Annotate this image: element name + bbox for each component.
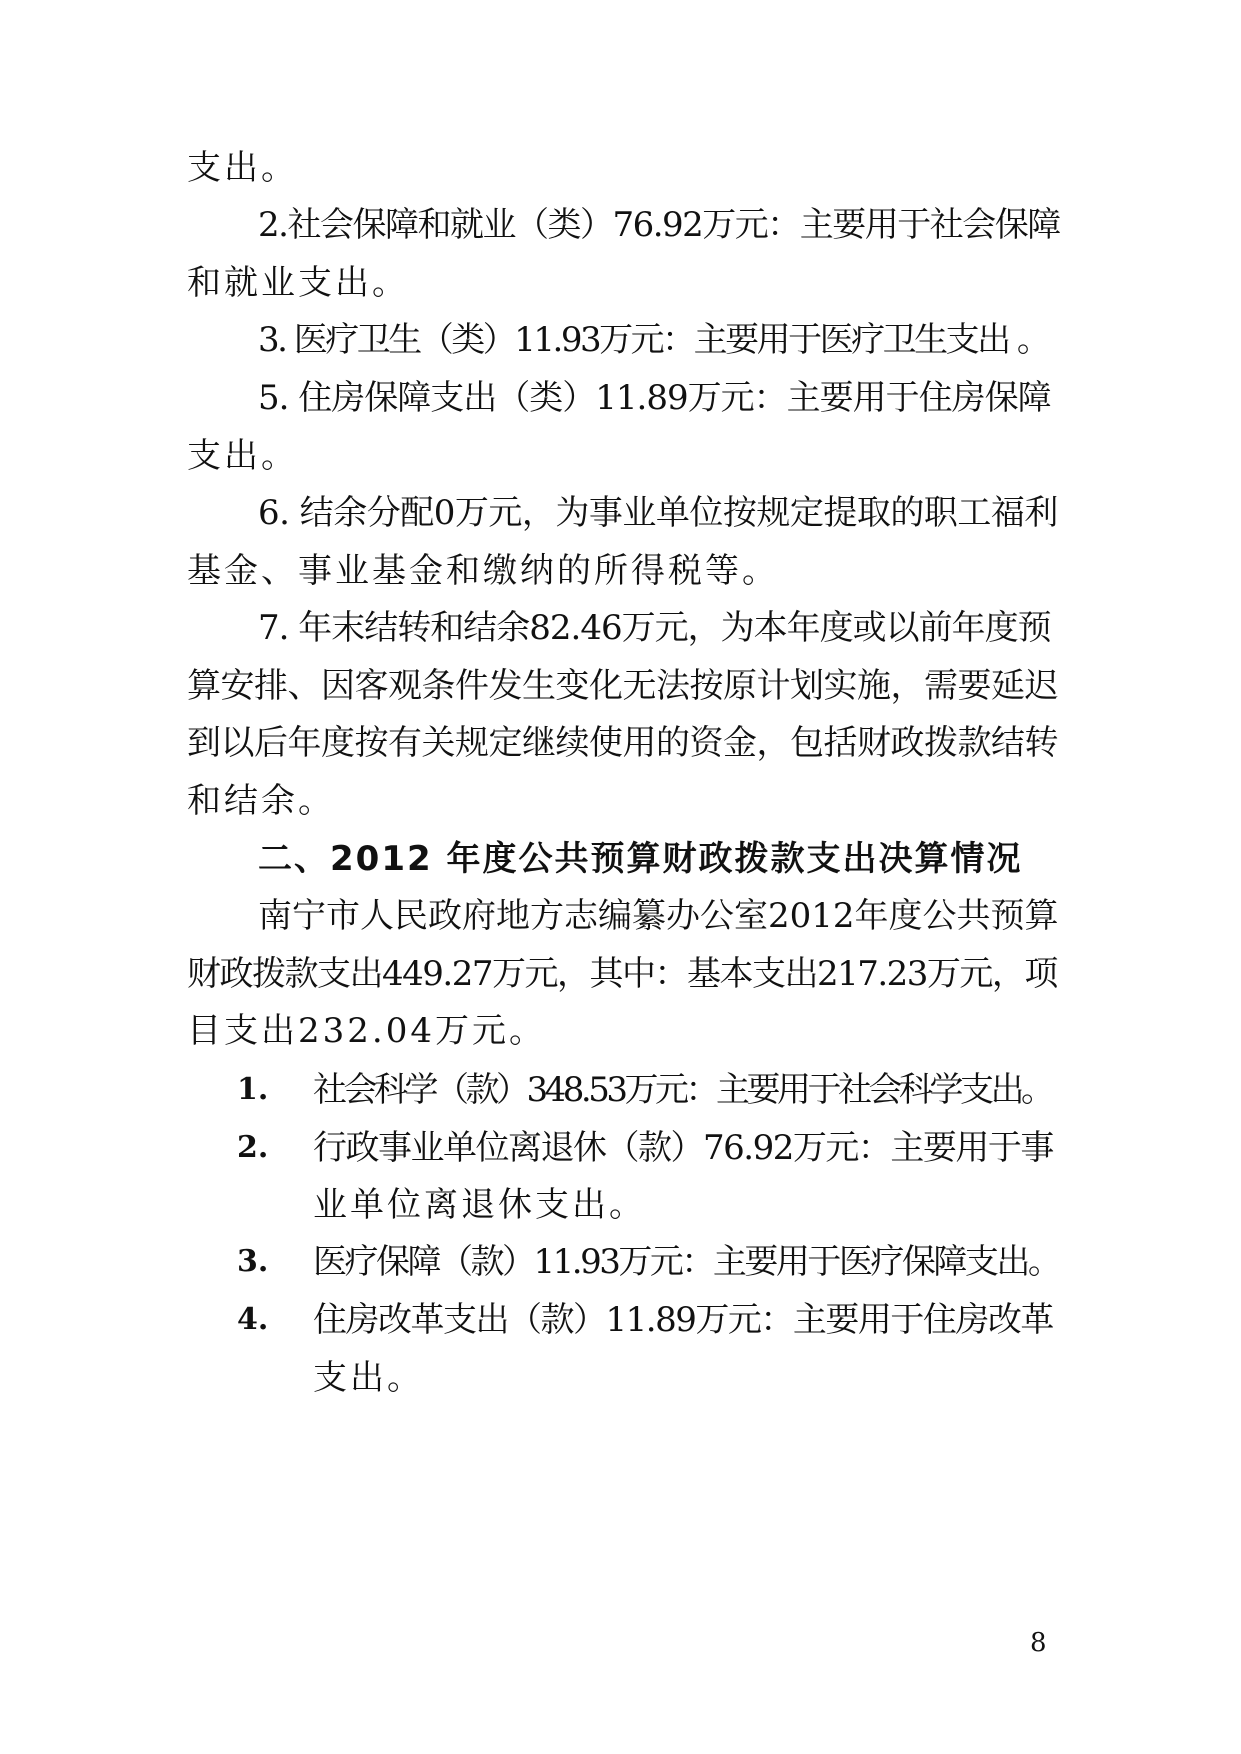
list-item-number: 1. <box>237 1072 269 1107</box>
list-item-text: 医疗保障（款）11.93万元：主要用于医疗保障支出。 <box>313 1242 1060 1282</box>
text-line: 到以后年度按有关规定继续使用的资金，包括财政拨款结转 <box>187 723 1058 763</box>
intro-line: 南宁市人民政府地方志编纂办公室2012年度公共预算 <box>258 896 1059 936</box>
list-item-number: 4. <box>237 1302 269 1337</box>
list-item-number: 2. <box>237 1130 269 1165</box>
list-item-text: 住房改革支出（款）11.89万元：主要用于住房改革 <box>313 1300 1053 1340</box>
text-line: 7. 年末结转和结余82.46万元，为本年度或以前年度预 <box>258 608 1051 648</box>
text-line: 支出。 <box>187 436 298 476</box>
text-line: 和就业支出。 <box>187 263 409 303</box>
text-line: 3. 医疗卫生（类）11.93万元：主要用于医疗卫生支出 。 <box>258 320 1049 360</box>
intro-line: 财政拨款支出449.27万元，其中：基本支出217.23万元，项 <box>187 954 1057 994</box>
list-item-number: 3. <box>237 1244 269 1279</box>
list-item-text: 业单位离退休支出。 <box>313 1185 646 1225</box>
intro-line: 目支出232.04万元。 <box>187 1011 546 1051</box>
text-line: 6. 结余分配0万元，为事业单位按规定提取的职工福利 <box>258 493 1058 533</box>
text-line: 2.社会保障和就业（类）76.92万元：主要用于社会保障 <box>258 205 1060 245</box>
list-item-text: 社会科学（款）348.53万元：主要用于社会科学支出。 <box>313 1070 1052 1110</box>
text-line: 算安排、因客观条件发生变化无法按原计划实施，需要延迟 <box>187 666 1058 706</box>
list-item-text: 支出。 <box>313 1358 424 1398</box>
text-line: 5. 住房保障支出（类）11.89万元：主要用于住房保障 <box>258 378 1051 418</box>
list-item-text: 行政事业单位离退休（款）76.92万元：主要用于事 <box>313 1128 1053 1168</box>
text-line: 和结余。 <box>187 781 335 821</box>
text-line: 基金、事业基金和缴纳的所得税等。 <box>187 551 779 591</box>
section-heading: 二、2012 年度公共预算财政拨款支出决算情况 <box>258 839 1023 879</box>
text-line: 支出。 <box>187 148 298 188</box>
page-number: 8 <box>1030 1628 1047 1658</box>
